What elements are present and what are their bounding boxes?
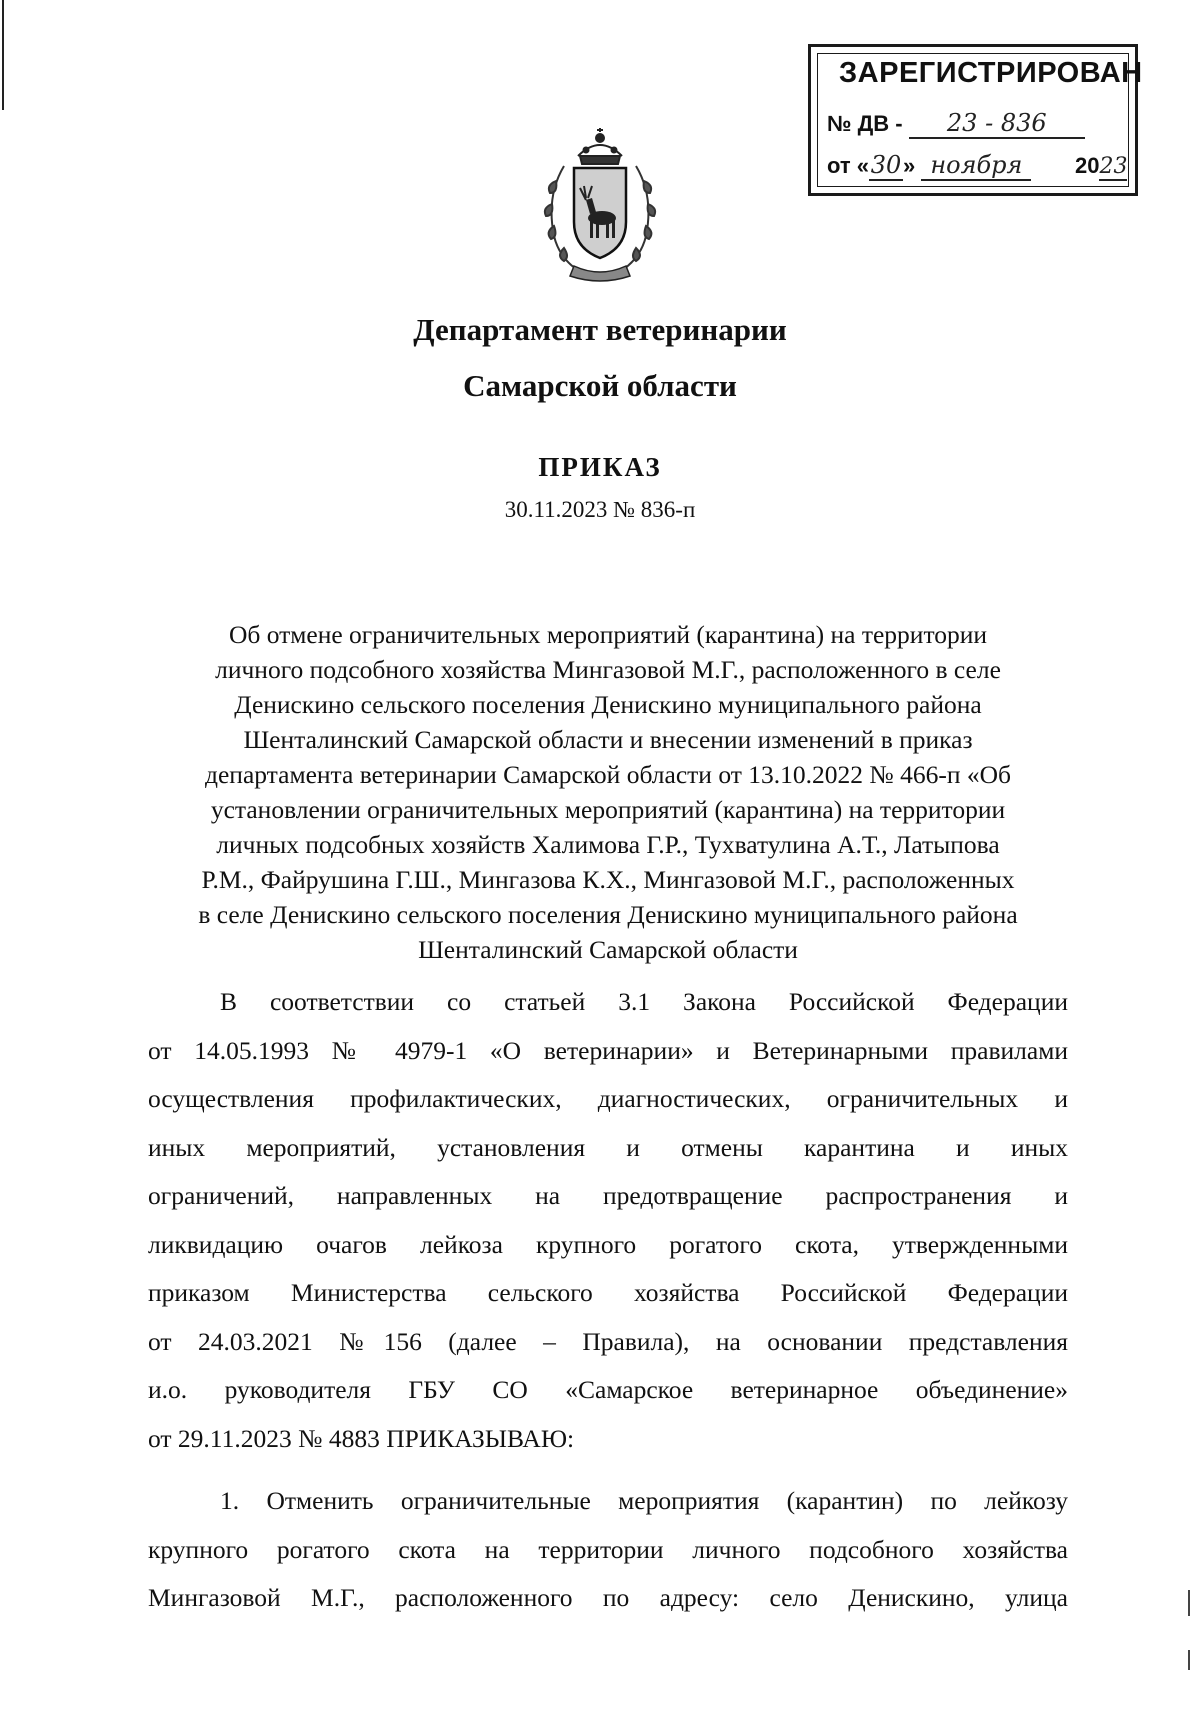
subject-line: в селе Денискино сельского поселения Денискино муниципального района: [198, 900, 1018, 929]
order-subject: [148, 617, 1068, 967]
stamp-month-field: [921, 151, 1031, 181]
org-name-line2: Самарской области: [463, 368, 737, 403]
subject-line: департамента ветеринарии Самарской области от 13.10.2022 № 466-п «Об: [205, 760, 1011, 789]
preamble-paragraph: [148, 978, 1068, 1463]
paragraph-line: Мингазовой М.Г., расположенного по адресу: село Денискино, улица: [148, 1583, 1068, 1612]
document-type: ПРИКАЗ: [538, 452, 662, 482]
coat-of-arms-emblem: [534, 126, 666, 284]
subject-line: Шенталинский Самарской области и внесении изменений в приказ: [243, 725, 973, 754]
order-item-1: [148, 1477, 1068, 1623]
subject-line: Шенталинский Самарской области: [418, 935, 798, 964]
subject-line: Р.М., Файрушина Г.Ш., Мингазова К.Х., Мингазовой М.Г., расположенных: [201, 865, 1015, 894]
paragraph-line: и.о. руководителя ГБУ СО «Самарское ветеринарное объединение»: [148, 1375, 1068, 1404]
document-date-number: 30.11.2023 № 836-п: [504, 497, 696, 522]
subject-line: личных подсобных хозяйств Халимова Г.Р., Тухватулина А.Т., Латыпова: [216, 830, 1000, 859]
subject-line: установлении ограничительных мероприятий (карантина) на территории: [210, 795, 1006, 824]
stamp-date-mid: »: [903, 153, 916, 178]
scan-edge-artifact: [2, 0, 4, 110]
paragraph-line: В соответствии со статьей 3.1 Закона Российской Федерации: [220, 987, 1068, 1016]
registration-stamp: [808, 44, 1143, 196]
stamp-date-row: [827, 151, 1031, 181]
stamp-number-label: № ДВ -: [827, 111, 903, 136]
stamp-day: 30: [870, 151, 902, 179]
stamp-year-prefix: 20: [1075, 153, 1100, 178]
paragraph-line: крупного рогатого скота на территории личного подсобного хозяйства: [148, 1534, 1068, 1564]
paragraph-line: иных мероприятий, установления и отмены карантина и иных: [148, 1132, 1068, 1162]
paragraph-line: ограничений, направленных на предотвращение распространения и: [148, 1181, 1068, 1210]
stamp-title: ЗАРЕГИСТРИРОВАН: [839, 57, 1143, 89]
stamp-year-suffix: 23: [1099, 154, 1128, 179]
stamp-number-field: [909, 109, 1085, 139]
stamp-date-prefix: от «: [827, 153, 870, 178]
paragraph-line: осуществления профилактических, диагностических, ограничительных и: [148, 1084, 1068, 1113]
subject-line: Об отмене ограничительных мероприятий (карантина) на территории: [228, 620, 988, 649]
stamp-number-value: 23 - 836: [946, 109, 1047, 137]
paragraph-line: от 14.05.1993 № 4979-1 «О ветеринарии» и Ветеринарными правилами: [148, 1035, 1068, 1065]
paragraph-line: ликвидацию очагов лейкоза крупного рогатого скота, утвержденными: [148, 1229, 1068, 1259]
scan-edge-artifact: [1188, 1650, 1190, 1670]
stamp-day-field: [869, 151, 903, 181]
stamp-number-row: [827, 109, 1085, 139]
org-name-line1: Департамент ветеринарии: [413, 312, 787, 347]
scan-edge-artifact: [1188, 1590, 1190, 1616]
paragraph-line: от 24.03.2021 №156 (далее – Правила), на основании представления: [148, 1326, 1068, 1356]
paragraph-line: приказом Министерства сельского хозяйства Российской Федерации: [148, 1278, 1068, 1307]
paragraph-line: от 29.11.2023 № 4883 ПРИКАЗЫВАЮ:: [148, 1423, 575, 1453]
paragraph-line: 1. Отменить ограничительные мероприятия (карантин) по лейкозу: [220, 1486, 1068, 1515]
subject-line: личного подсобного хозяйства Мингазовой М.Г., расположенного в селе: [215, 655, 1001, 684]
stamp-year: [1075, 153, 1127, 181]
subject-line: Денискино сельского поселения Денискино муниципального района: [234, 690, 982, 719]
stamp-month: ноября: [930, 151, 1023, 179]
